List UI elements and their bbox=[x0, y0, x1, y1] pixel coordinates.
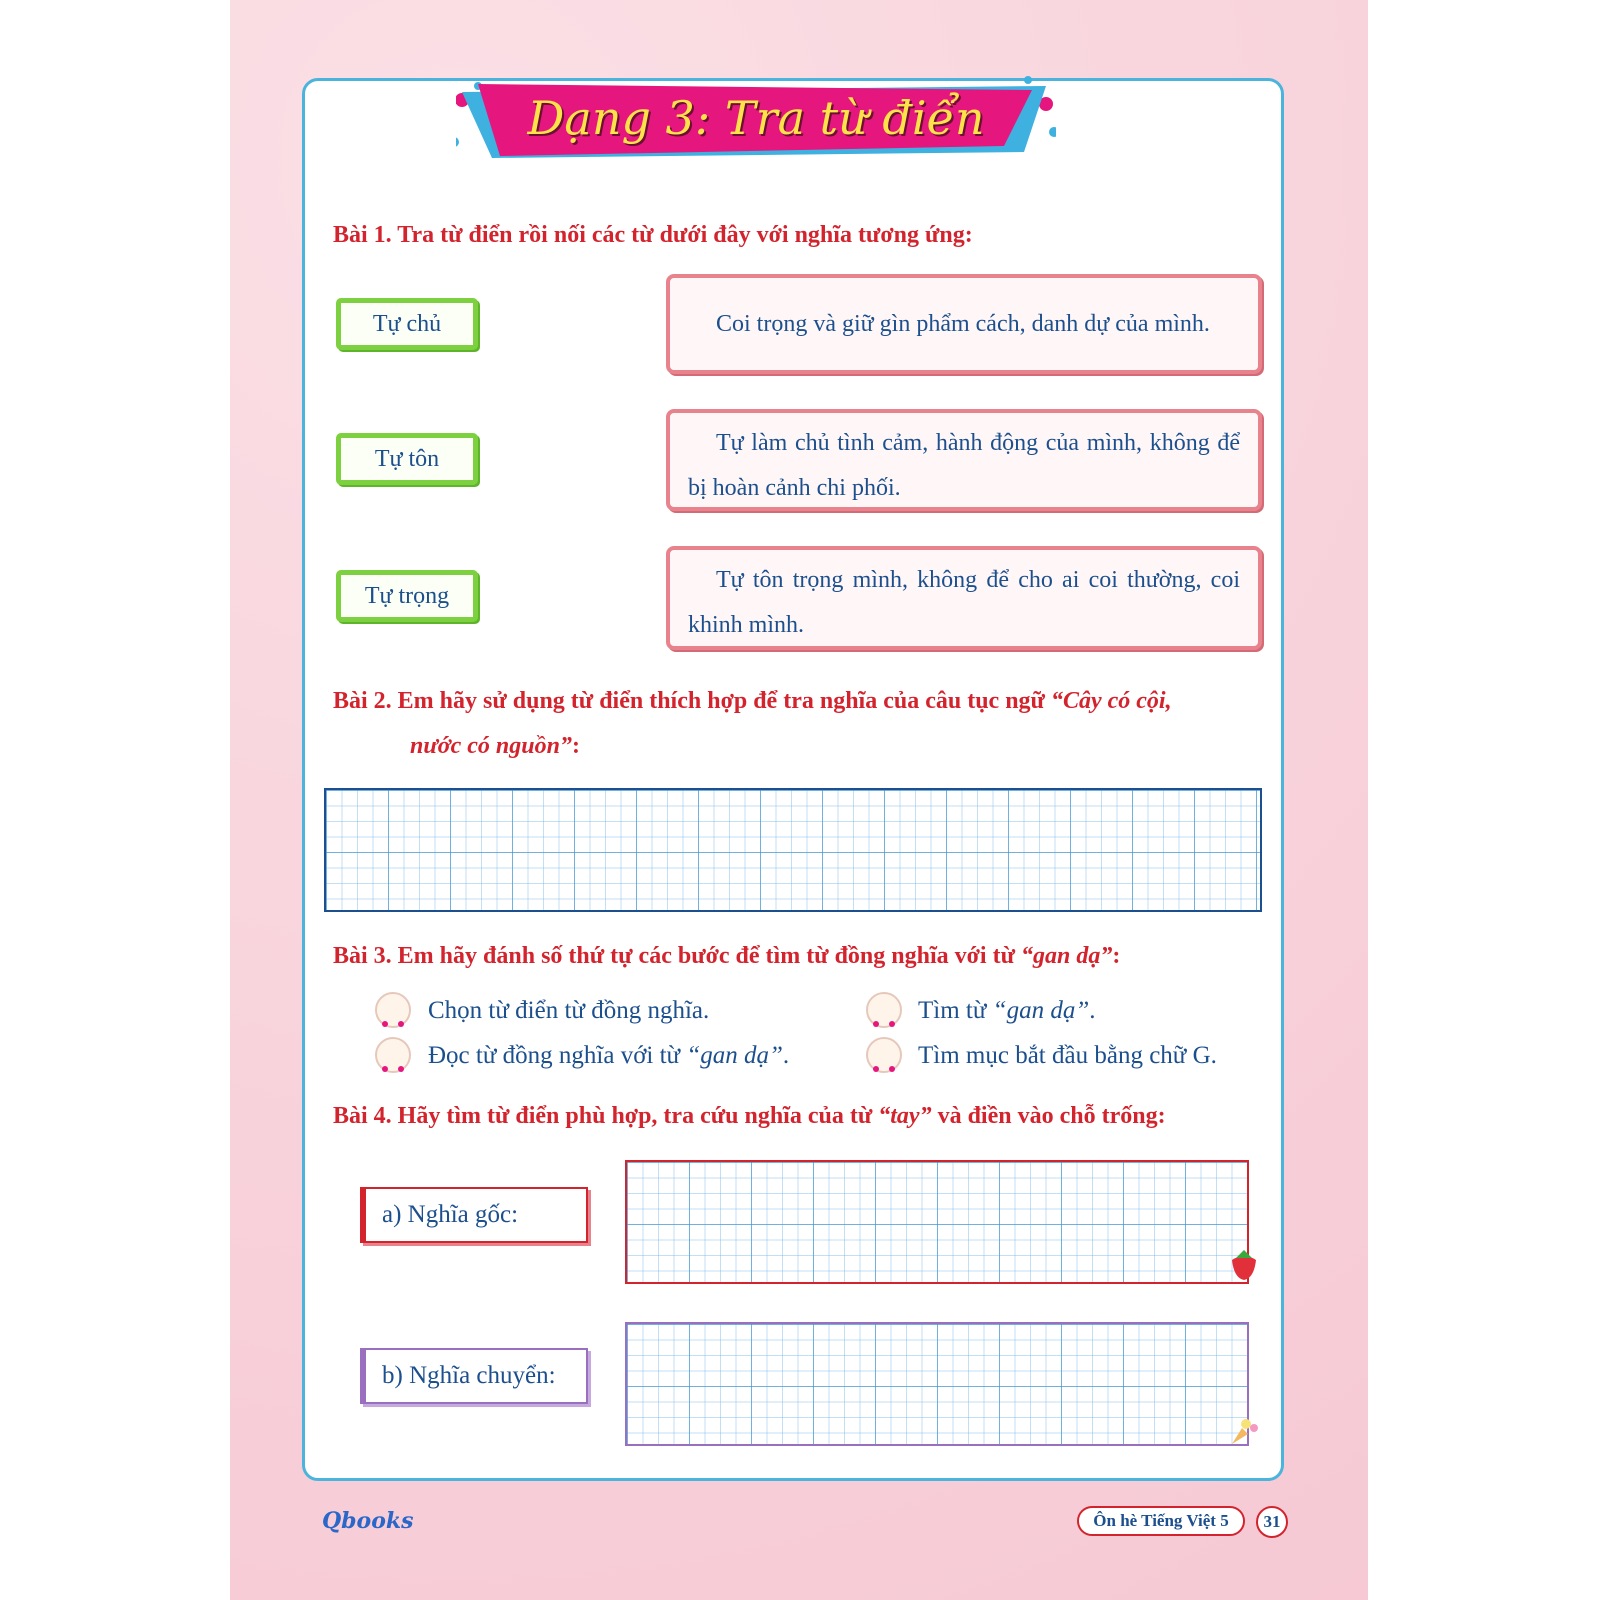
flower-bouquet-icon bbox=[1226, 1414, 1260, 1448]
proverb-line-2: nước có nguồn” bbox=[410, 733, 572, 759]
exercise-3-heading-quote: “gan dạ” bbox=[1021, 943, 1113, 969]
step-number-circle-icon[interactable] bbox=[373, 1035, 413, 1075]
step-read-synonyms-end: . bbox=[782, 1042, 790, 1069]
page-title: Dạng 3: Tra từ điển bbox=[527, 91, 985, 145]
proverb-line-1: “Cây có cội, bbox=[1050, 688, 1172, 714]
answer-grid-figurative-meaning[interactable] bbox=[625, 1322, 1249, 1446]
exercise-4-heading-end: và điền vào chỗ trống: bbox=[931, 1103, 1166, 1129]
exercise-2-heading-text: Bài 2. Em hãy sử dụng từ điển thích hợp để tra nghĩa của câu tục ngữ bbox=[333, 688, 1051, 714]
answer-grid-exercise-2[interactable] bbox=[324, 788, 1262, 912]
step-find-section-g: Tìm mục bắt đầu bằng chữ G. bbox=[918, 1042, 1217, 1069]
step-choose-dictionary: Chọn từ điển từ đồng nghĩa. bbox=[428, 997, 710, 1024]
step-find-word bbox=[918, 997, 1095, 1025]
exercise-3-heading-colon: : bbox=[1112, 943, 1121, 969]
answer-grid-original-meaning[interactable] bbox=[625, 1160, 1249, 1284]
step-number-circle-icon[interactable] bbox=[864, 1035, 904, 1075]
term-tu-ton[interactable]: Tự tôn bbox=[336, 433, 478, 485]
page-number: 31 bbox=[1256, 1506, 1288, 1538]
exercise-2-heading-cont bbox=[410, 733, 580, 760]
exercise-2-heading bbox=[333, 688, 1172, 715]
exercise-1-heading: Bài 1. Tra từ điển rồi nối các từ dưới đây với nghĩa tương ứng: bbox=[333, 222, 973, 248]
exercise-3-heading bbox=[333, 943, 1120, 970]
step-find-word-text: Tìm từ bbox=[918, 997, 993, 1024]
step-read-synonyms bbox=[428, 1042, 789, 1070]
step-find-word-end: . bbox=[1089, 997, 1096, 1024]
exercise-4-heading-text: Bài 4. Hãy tìm từ điển phù hợp, tra cứu nghĩa của từ bbox=[333, 1103, 879, 1129]
term-tu-trong[interactable]: Tự trọng bbox=[336, 570, 478, 622]
publisher-logo bbox=[322, 1508, 414, 1534]
definition-3[interactable]: Tự tôn trọng mình, không để cho ai coi thường, coi khinh mình. bbox=[666, 546, 1262, 650]
strawberry-icon bbox=[1226, 1246, 1262, 1282]
label-figurative-meaning: b) Nghĩa chuyển: bbox=[360, 1348, 588, 1404]
step-number-circle-icon[interactable] bbox=[373, 990, 413, 1030]
exercise-2-colon: : bbox=[571, 733, 580, 759]
step-read-synonyms-quote: “gan dạ” bbox=[686, 1042, 783, 1069]
book-title: Ôn hè Tiếng Việt 5 bbox=[1077, 1506, 1245, 1536]
exercise-3-heading-text: Bài 3. Em hãy đánh số thứ tự các bước để tìm từ đồng nghĩa với từ bbox=[333, 943, 1021, 969]
term-tu-chu[interactable]: Tự chủ bbox=[336, 298, 478, 350]
publisher-logo-text: Qbooks bbox=[322, 1508, 414, 1534]
exercise-4-heading-quote: “tay” bbox=[878, 1103, 932, 1129]
definition-2[interactable]: Tự làm chủ tình cảm, hành động của mình, không để bị hoàn cảnh chi phối. bbox=[666, 409, 1262, 511]
step-number-circle-icon[interactable] bbox=[864, 990, 904, 1030]
exercise-4-heading bbox=[333, 1103, 1166, 1130]
step-read-synonyms-text: Đọc từ đồng nghĩa với từ bbox=[428, 1042, 687, 1069]
label-original-meaning: a) Nghĩa gốc: bbox=[360, 1187, 588, 1243]
step-find-word-quote: “gan dạ” bbox=[992, 997, 1090, 1024]
definition-1[interactable]: Coi trọng và giữ gìn phẩm cách, danh dự của mình. bbox=[666, 274, 1262, 374]
